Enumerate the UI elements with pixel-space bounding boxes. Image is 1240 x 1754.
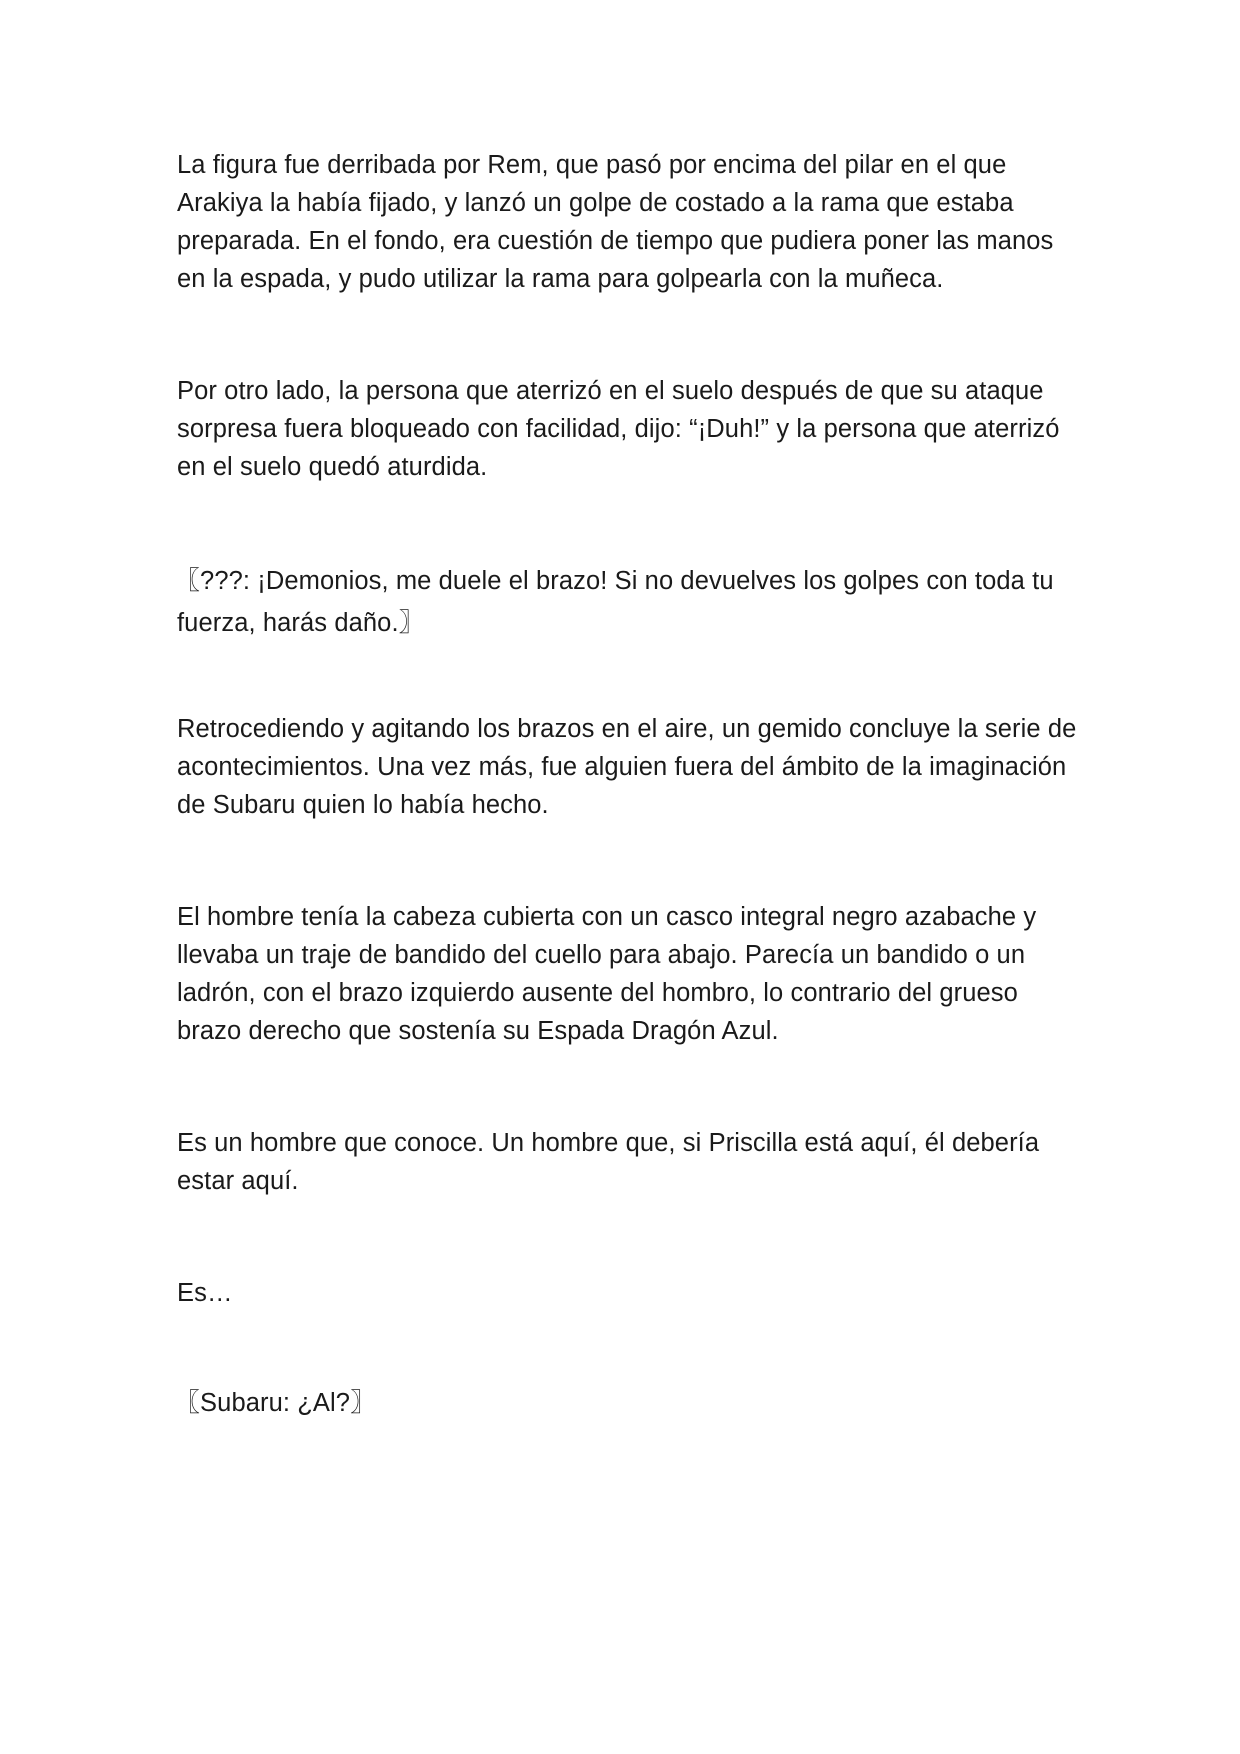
dialogue-line-2: 〖Subaru: ¿Al?〗 bbox=[174, 1389, 376, 1417]
document-body bbox=[174, 146, 1077, 1490]
paragraph-1: La figura fue derribada por Rem, que pasó por encima del pilar en el que Arakiya la había fijado, y lanzó un golpe de costado a la rama que estaba preparada. En el fondo, era cuestión de tiempo que pudiera poner las manos en la espada, y pudo utilizar la rama para golpearla con la muñeca. bbox=[177, 151, 1054, 293]
paragraph-4: El hombre tenía la cabeza cubierta con un casco integral negro azabache y llevaba un traje de bandido del cuello para abajo. Parecía un bandido o un ladrón, con el brazo izquierdo ausente del hombro, lo contrario del grueso brazo derecho que sostenía su Espada Dragón Azul. bbox=[177, 903, 1037, 1045]
paragraph-5: Es un hombre que conoce. Un hombre que, si Priscilla está aquí, él debería estar aquí. bbox=[177, 1129, 1040, 1195]
paragraph-6: Es… bbox=[177, 1279, 233, 1307]
paragraph-2: Por otro lado, la persona que aterrizó en el suelo después de que su ataque sorpresa fuera bloqueado con facilidad, dijo: “¡Duh!” y la persona que aterrizó en el suelo quedó aturdida. bbox=[177, 377, 1060, 481]
paragraph-3: Retrocediendo y agitando los brazos en el aire, un gemido concluye la serie de acontecimientos. Una vez más, fue alguien fuera del ámbito de la imaginación de Subaru quien lo había hecho. bbox=[177, 715, 1077, 819]
dialogue-line-1: 〖???: ¡Demonios, me duele el brazo! Si no devuelves los golpes con toda tu fuerza, harás daño.〗 bbox=[174, 567, 1054, 637]
